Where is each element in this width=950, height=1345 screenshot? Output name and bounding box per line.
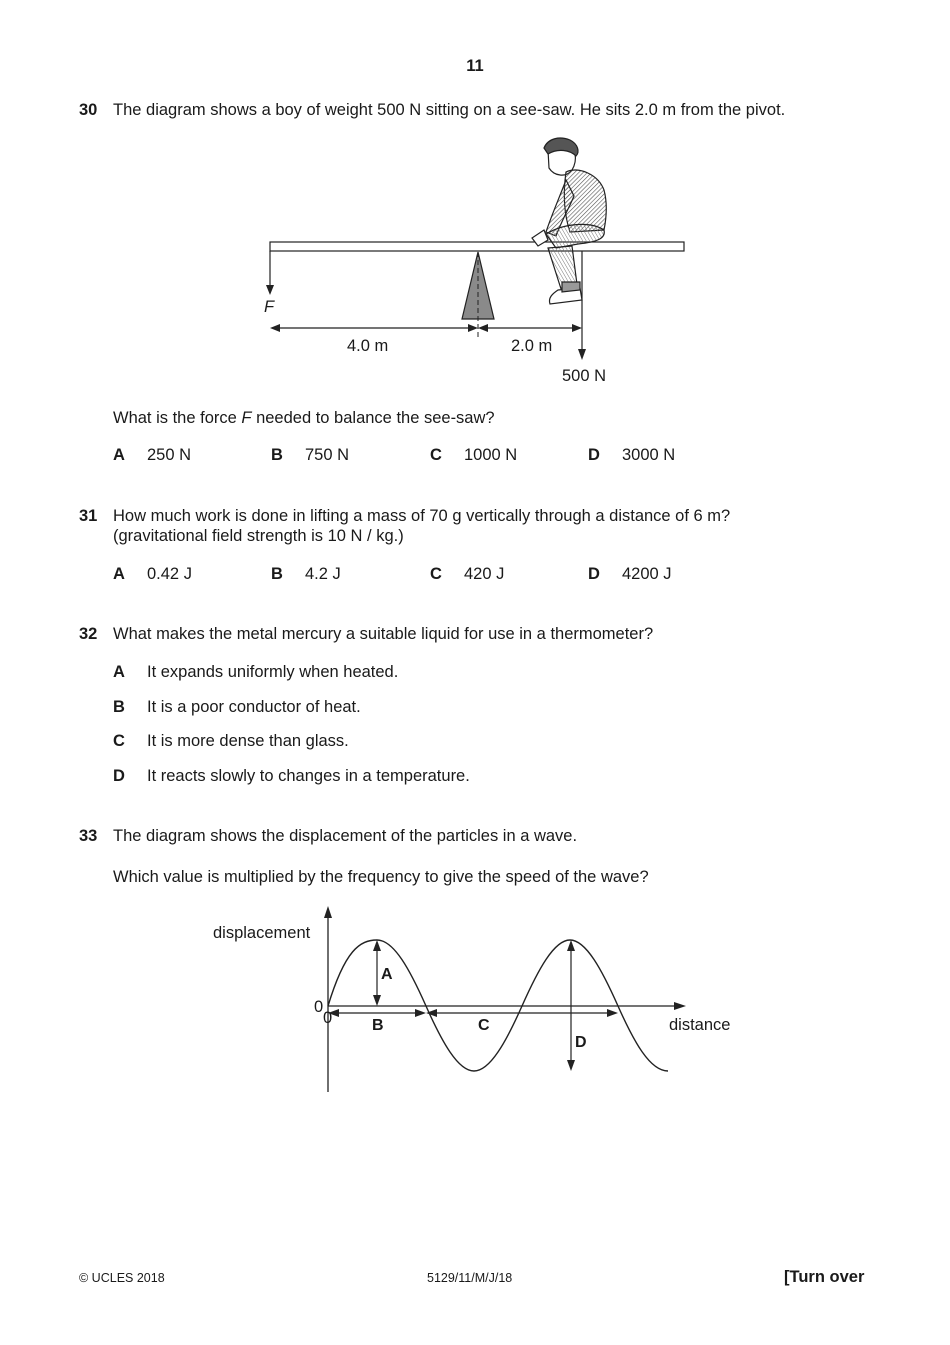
question-33-line2: Which value is multiplied by the frequency to give the speed of the wave? bbox=[113, 868, 649, 886]
boy-figure bbox=[532, 138, 606, 304]
q32-option-d-letter[interactable]: D bbox=[113, 767, 125, 785]
q32-option-a-letter[interactable]: A bbox=[113, 663, 125, 681]
q30-option-d-text[interactable]: 3000 N bbox=[622, 446, 676, 464]
wave-diagram bbox=[0, 890, 950, 1105]
distance-label: distance bbox=[669, 1016, 731, 1034]
left-distance-label: 4.0 m bbox=[347, 337, 389, 355]
question-33-line1: The diagram shows the displacement of the particles in a wave. bbox=[113, 827, 578, 845]
turn-over: [Turn over bbox=[784, 1268, 865, 1286]
page-number: 11 bbox=[466, 57, 484, 75]
question-30-text: The diagram shows a boy of weight 500 N sitting on a see-saw. He sits 2.0 m from the pivot. bbox=[113, 101, 786, 119]
label-c: C bbox=[478, 1017, 490, 1034]
q31-option-b-text[interactable]: 4.2 J bbox=[305, 565, 341, 583]
q30-option-c-letter[interactable]: C bbox=[430, 446, 442, 464]
q31-option-d-letter[interactable]: D bbox=[588, 565, 600, 583]
label-b: B bbox=[372, 1017, 384, 1034]
q32-option-b-letter[interactable]: B bbox=[113, 698, 125, 716]
weight-label: 500 N bbox=[562, 367, 607, 385]
question-32-text: What makes the metal mercury a suitable liquid for use in a thermometer? bbox=[113, 625, 654, 643]
right-distance-label: 2.0 m bbox=[511, 337, 553, 355]
question-31-line2: (gravitational field strength is 10 N / kg.) bbox=[113, 527, 404, 545]
seesaw-diagram bbox=[0, 0, 950, 400]
q31-option-d-text[interactable]: 4200 J bbox=[622, 565, 672, 583]
question-number-31: 31 bbox=[79, 507, 98, 525]
q30-option-b-text[interactable]: 750 N bbox=[305, 446, 350, 464]
seesaw-plank bbox=[270, 242, 684, 251]
q31-option-a-letter[interactable]: A bbox=[113, 565, 125, 583]
x-zero-label: 0 bbox=[323, 1009, 333, 1027]
q32-option-c-letter[interactable]: C bbox=[113, 732, 125, 750]
question-30-prompt: What is the force F needed to balance the see-saw? bbox=[113, 409, 495, 427]
question-number-33: 33 bbox=[79, 827, 98, 845]
label-a: A bbox=[381, 966, 393, 983]
displacement-label: displacement bbox=[213, 924, 311, 942]
question-31-line1: How much work is done in lifting a mass of 70 g vertically through a distance of 6 m? bbox=[113, 507, 731, 525]
q30-option-c-text[interactable]: 1000 N bbox=[464, 446, 518, 464]
q32-option-d-text[interactable]: It reacts slowly to changes in a temperature. bbox=[147, 767, 470, 785]
q30-option-a-text[interactable]: 250 N bbox=[147, 446, 192, 464]
q30-option-a-letter[interactable]: A bbox=[113, 446, 125, 464]
q31-option-b-letter[interactable]: B bbox=[271, 565, 283, 583]
q32-option-a-text[interactable]: It expands uniformly when heated. bbox=[147, 663, 399, 681]
y-zero-label: 0 bbox=[314, 998, 324, 1016]
q30-option-b-letter[interactable]: B bbox=[271, 446, 283, 464]
q31-option-c-text[interactable]: 420 J bbox=[464, 565, 505, 583]
question-number-30: 30 bbox=[79, 101, 98, 119]
q30-option-d-letter[interactable]: D bbox=[588, 446, 600, 464]
q32-option-b-text[interactable]: It is a poor conductor of heat. bbox=[147, 698, 361, 716]
question-number-32: 32 bbox=[79, 625, 98, 643]
footer-paper-code: 5129/11/M/J/18 bbox=[427, 1271, 513, 1285]
label-d: D bbox=[575, 1034, 587, 1051]
footer-copyright: © UCLES 2018 bbox=[79, 1271, 165, 1285]
force-f-label: F bbox=[264, 298, 275, 316]
q31-option-c-letter[interactable]: C bbox=[430, 565, 442, 583]
q32-option-c-text[interactable]: It is more dense than glass. bbox=[147, 732, 349, 750]
q31-option-a-text[interactable]: 0.42 J bbox=[147, 565, 192, 583]
